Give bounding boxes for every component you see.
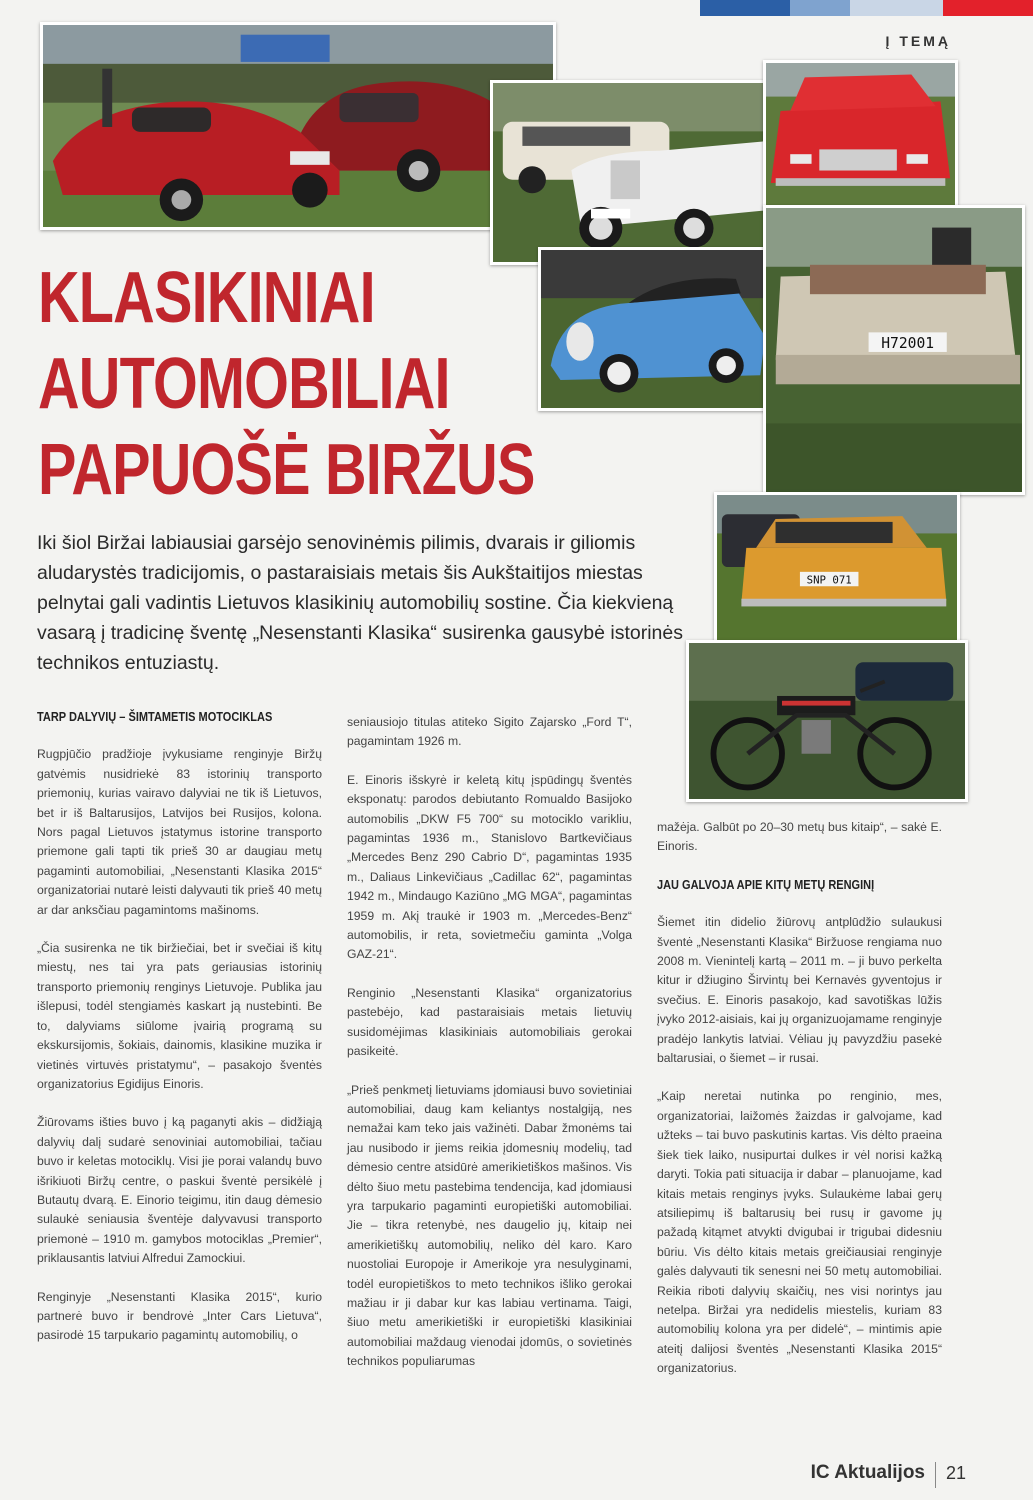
article-paragraph: Rugpjūčio pradžioje įvykusiame renginyje Biržų gatvėmis nusidriekė 83 istorinių transporto priemonių, kurias vairavo dalyviai ne tik iš Lietuvos, bet ir iš Baltarusijos, Latvijos bei Rusijos, kolona. Nors pagal Lietuvos įstatymus istorine transporto priemone gali tapti tik prieš 30 ar daugiau metų pagaminti automobiliai, „Nesenstanti Klasika 2015“ organizatoriai nutarė leisti dalyvauti tik prieš 40 metų ar dar anksčiau pagamintoms mašinoms. [37,747,322,917]
photo-cadillac [763,60,958,210]
photo-mga-beetle [40,22,556,230]
article-column-3 [657,818,942,1398]
article-paragraph: Renginio „Nesenstanti Klasika“ organizatorius pastebėjo, kad pastaraisiais metais lietuvių susidomėjimas klasikiniais automobiliais gerokai pasikeitė. [347,985,632,1059]
lede-paragraph: Iki šiol Biržai labiausiai garsėjo senovinėmis pilimis, dvarais ir giliomis aludarystės tradicijomis, o pastaraisiais metais šis Aukštaitijos miestas pelnytai gali vadintis Lietuvos klasikinių automobilių sostine. Čia kiekvieną vasarą į tradicinę šventę „Nesenstanti Klasika“ susirenka gausybė istorinės technikos entuziastų. [37,532,683,674]
article-paragraph: mažėja. Galbūt po 20–30 metų bus kitaip“, – sakė E. Einoris. [657,820,942,854]
headline [38,255,535,513]
article-paragraph: Žiūrovams išties buvo į ką paganyti akis – didžiąją dalyvių dalį sudarė senoviniai automobiliai, tačiau buvo ir keletas motociklų. Visi jie porai valandų buvo išrikiuoti Biržų centre, o paskui šventė persikėlė į Butautų dvarą. E. Einorio teigimu, itin daug dėmesio sulaukė seniausia šventėje dalyvavusi transporto priemonė – 1910 m. gamybos motociklas „Premier“, priklausantis latviui Alfredui Zamockiui. [37,1115,322,1266]
car-photo-icon [766,208,1022,492]
car-photo-icon [43,25,553,227]
article-column-1 [37,708,322,1365]
section-subhead: JAU GALVOJA APIE KITŲ METŲ RENGINĮ [657,877,875,892]
section-label: Į TEMĄ [885,33,951,49]
article-paragraph: Šiemet itin didelio žiūrovų antplūdžio sulaukusi šventė „Nesenstanti Klasika“ Biržuose rengiama nuo 2008 m. Vienintelį kartą – 2011 m. – ji buvo perkelta kitur ir džiugino Širvintų bei Kernavės gyventojus ir svečius. E. Einoris pasakojo, kad savotiškas lūžis įvyko 2012-aisiais, kai jų organizuojamame renginyje pradėjo lankytis latviai. Vėliau jų pavyzdžiu pasekė baltarusiai, o šiemet – ir rusai. [657,915,942,1066]
article-paragraph: Renginyje „Nesenstanti Klasika 2015“, kurio partnerė buvo ir bendrovė „Inter Cars Lietuva“, pasirodė 15 tarpukario pagamintų automobilių, o [37,1289,322,1343]
article-paragraph: „Kaip neretai nutinka po renginio, mes, organizatoriai, laižomės žaizdas ir galvojame, kad užteks – tai buvo paskutinis kartas. Vis dėlto praeina šiek tiek laiko, nusipurtai dulkes ir vėl norisi kažką daryti. Tokia pati situacija ir dabar – planuojame, kad kitais metais renginys įvyks. Sulaukėme labai gerų atsiliepimų iš baltarusių bei rusų ir gavome jų pažadą kitąmet atvykti dvigubai ir trigubai didesniu būriu. Vis dėlto kitais metais greičiausiai renginyje galės dalyvauti tik senesni nei 50 metų automobiliai. Reikia riboti dalyvių skaičių, nes visi norintys jau netelpa. Biržai yra nedidelis miestelis, kuriam 83 automobilių kolona yra per didelė“, – mintimis apie ateitį dalijosi šventės „Nesenstanti Klasika 2015“ organizatorius. [657,1089,942,1376]
article-column-2 [347,713,632,1391]
license-plate: SNP 071 [806,573,852,587]
photo-mercedes-excalibur [490,80,790,265]
color-bar-segment [790,0,850,16]
car-photo-icon [493,83,787,262]
page-number: 21 [946,1463,967,1483]
article-paragraph: „Čia susirenka ne tik biržiečiai, bet ir svečiai iš kitų miestų, nes tai yra pats geriausias istorinių transporto priemonių renginys Lietuvoje. Publika jau išlepusi, todėl stengiamės kaskart ją nustebinti. Be to, dalyviams siūlome įvairią programą su ekskursijomis, šokiais, dainomis, klasikine muzika ir vietinės virtuvės pristatymu“, – pasakojo šventės organizatorius Egidijus Einoris. [37,941,322,1091]
section-subhead: TARP DALYVIŲ – ŠIMTAMETIS MOTOCIKLAS [37,710,273,724]
photo-mercedes-convertible [763,205,1025,495]
magazine-brand: IC Aktualijos [810,1462,925,1483]
motorcycle-photo-icon [689,643,965,799]
photo-volvo-orange [714,492,960,644]
car-photo-icon [717,495,957,641]
car-photo-icon [541,250,771,408]
headline-line: KLASIKINIAI [38,258,375,338]
article-paragraph: E. Einoris išskyrė ir keletą kitų įspūdingų šventės eksponatų: parodos debiutanto Romualdo Basijoko automobilis „DKW F5 700“ su motociklo varikliu, pagamintas 1936 m., Stanislovo Bartkevičiaus „Mercedes Benz 290 Cabrio D“, pagamintas 1935 m., Daliaus Linkevičiaus „Cadillac 62“, pagamintas 1942 m., Mindaugo Kaziūno „MG MGA“, pagamintas 1959 m. Akį traukė ir 1903 m. „Mercedes-Benz“ automobilis, ir reta, sovietmečiu gaminta „Volga GAZ-21“. [347,772,632,962]
car-photo-icon [766,63,955,207]
footer-divider [935,1462,936,1488]
headline-line: PAPUOŠĖ BIRŽUS [38,430,535,510]
article-paragraph: seniausiojo titulas atiteko Sigito Zajarsko „Ford T“, pagamintam 1926 m. [347,715,632,749]
color-bar-segment [850,0,943,16]
license-plate: H72001 [881,335,935,353]
color-bar-segment [943,0,1033,16]
article-paragraph: „Prieš penkmetį lietuviams įdomiausi buvo sovietiniai automobiliai, daug kam keliantys nostalgiją, nes nemažai kam teko jais važinėti. Dabar žmonėms tai jau nusibodo ir jiems reikia įdomesnių modelių, tad dėmesio centre atsidūrė amerikietiškos mašinos. Vis dėlto šiuo metu pastebima tendencija, kad įdomiausi yra tarpukario pagaminti europietiški automobiliai. Jie – tikra retenybė, nes daugelio jų, kitaip nei amerikietiškų automobilių, neliko dėl karo. Karo nuostoliai Europoje ir Amerikoje yra nesulyginami, todėl europietiškos to meto technikos išliko gerokai mažiau ir ji dabar kur kas labiau vertinama. Taigi, šiuo metu amerikietiški ir europietiški klasikiniai automobiliai maždaug vienodai įdomūs, o sovietinės technikos populiarumas [347,1082,632,1369]
top-color-bar [0,0,1033,16]
photo-premier-motorcycle [686,640,968,802]
photo-bmw-blue [538,247,774,411]
headline-line: AUTOMOBILIAI [38,344,450,424]
color-bar-segment [700,0,790,16]
